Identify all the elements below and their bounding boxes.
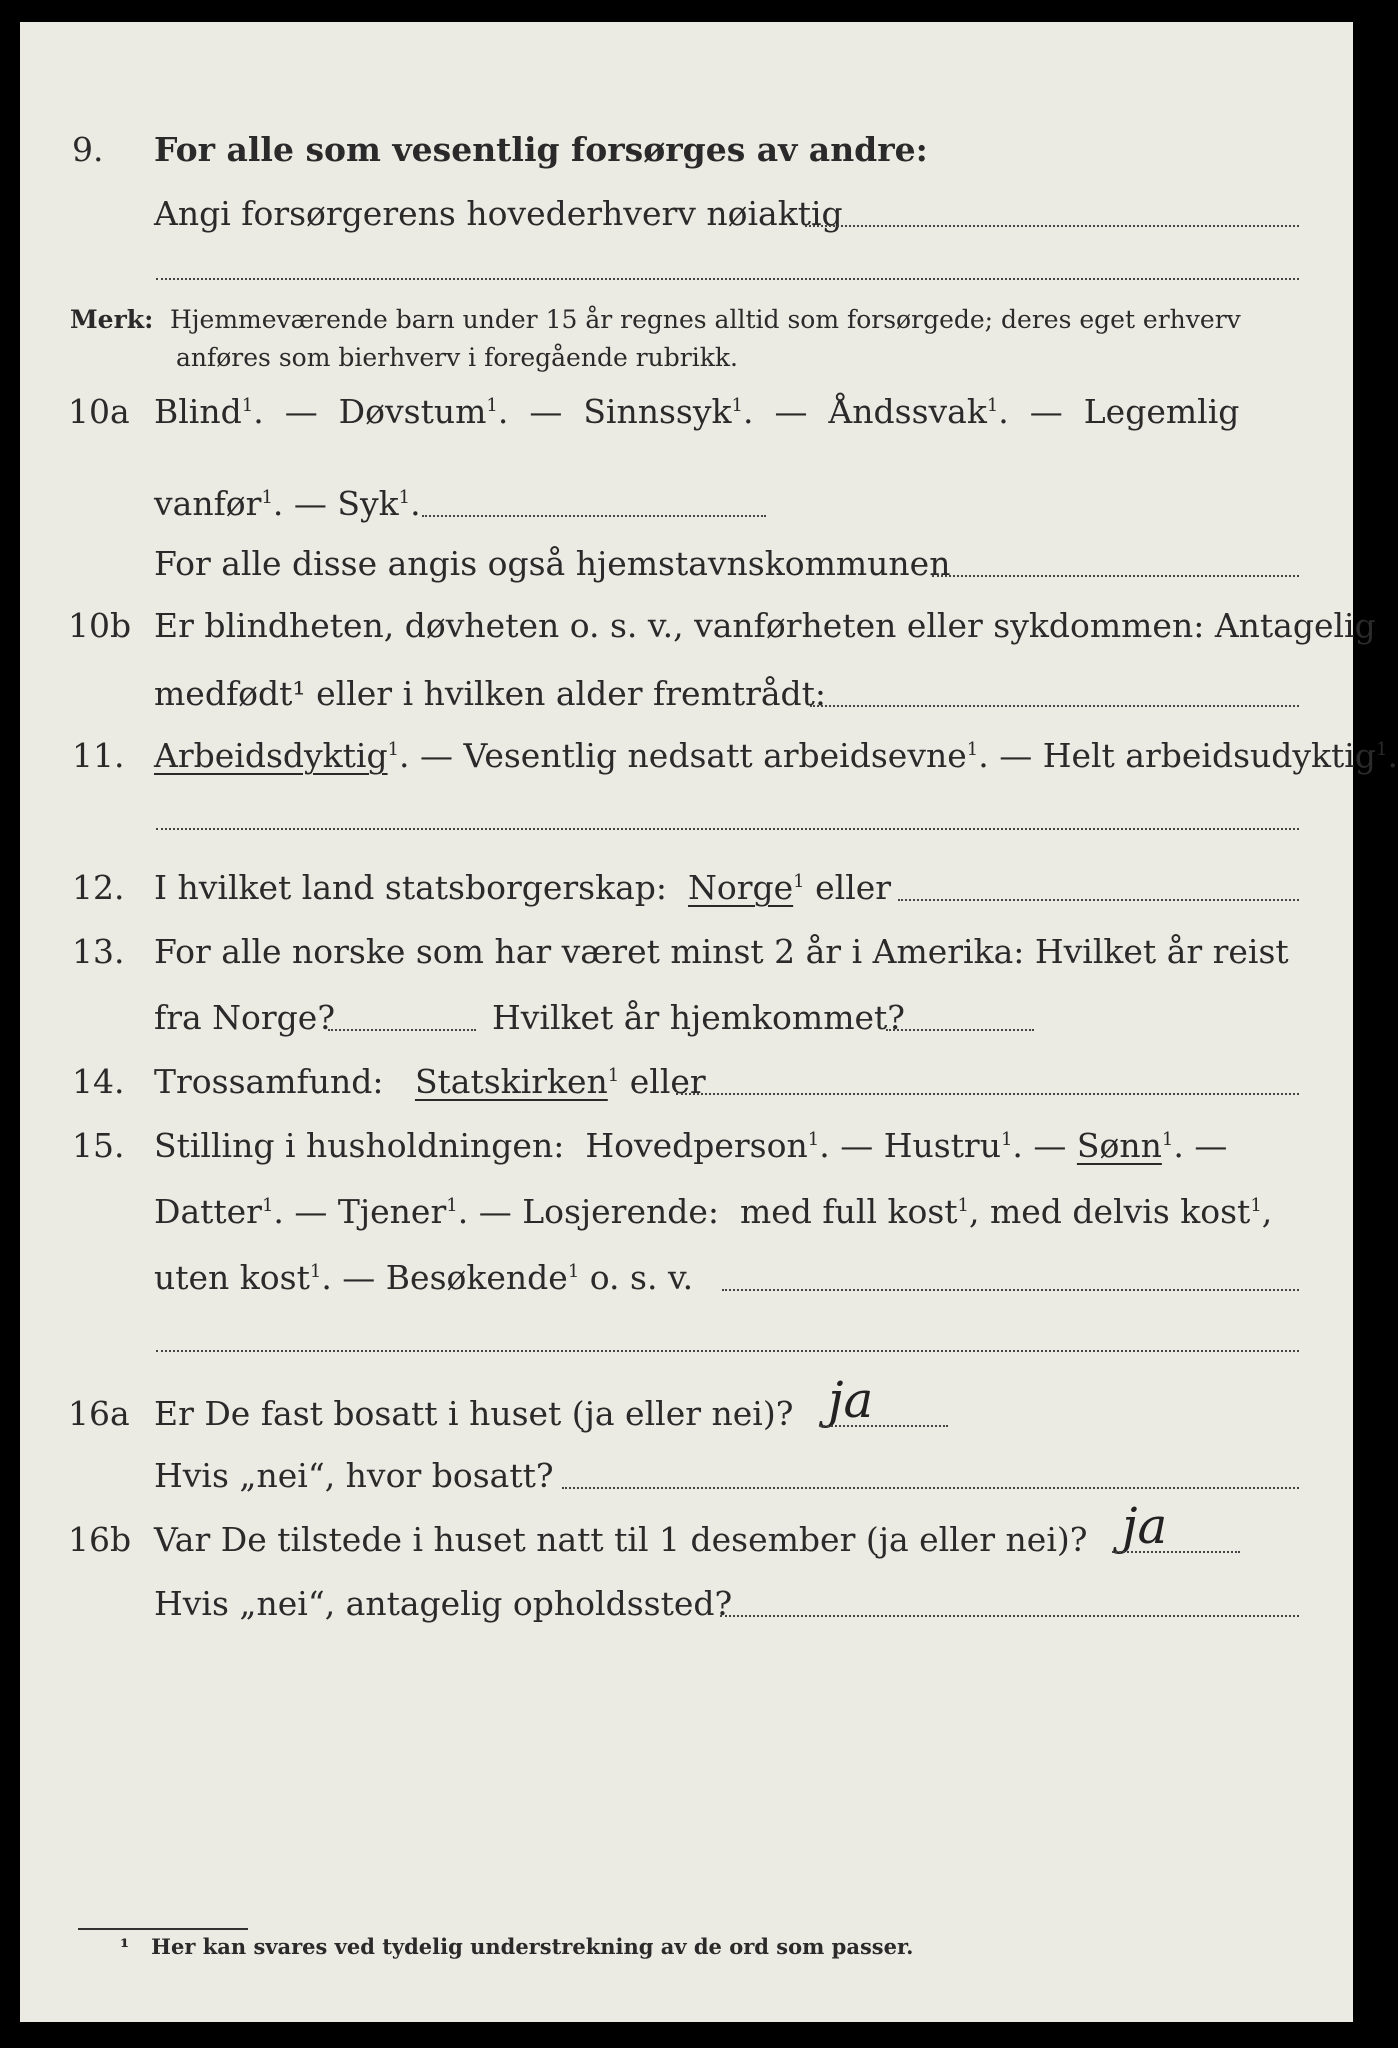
q14-answer-line[interactable] xyxy=(676,1093,1299,1095)
q14-text xyxy=(154,1062,706,1102)
q16b-handwritten-answer[interactable]: ja xyxy=(1122,1497,1168,1555)
sup-mark: 1 xyxy=(398,487,411,508)
opt-dovstum[interactable]: Døvstum xyxy=(338,392,487,431)
q10b-number: 10b xyxy=(68,606,132,645)
q16a-number: 16a xyxy=(68,1394,130,1433)
opt-nedsatt[interactable]: Vesentlig nedsatt arbeidsevne xyxy=(463,736,967,775)
dash: — xyxy=(1194,1126,1228,1165)
q16b-prompt: Var De tilstede i huset natt til 1 desember (ja eller nei)? xyxy=(154,1520,1088,1559)
q15-answer-line-2[interactable] xyxy=(156,1350,1299,1352)
q15-options3: uten kost$^1$. — Besøkende$^1$ o. s. v. xyxy=(154,1258,694,1297)
q15-options1: Stilling i husholdningen: Hovedperson$^1$. — Hustru$^1$. — Sønn$^1$. — xyxy=(154,1126,1228,1165)
q12-answer-line[interactable] xyxy=(898,899,1299,901)
q10b-line2: medfødt¹ eller i hvilken alder fremtrådt: xyxy=(154,674,827,713)
sup-mark: 1 xyxy=(1375,739,1388,760)
dash: — xyxy=(294,1192,328,1231)
q11-options: Arbeidsdyktig$^1$. — Vesentlig nedsatt arbeidsevne$^1$. — Helt arbeidsudyktig$^1$. xyxy=(154,736,1398,775)
sup-mark: 1 xyxy=(261,1195,274,1216)
q15-prompt: Stilling i husholdningen: xyxy=(154,1126,565,1165)
sup-mark: 1 xyxy=(486,395,498,416)
footnote xyxy=(120,1934,913,1959)
dash: — xyxy=(1029,392,1063,431)
q9-number: 9. xyxy=(72,130,104,169)
sup-mark: 1 xyxy=(567,1261,580,1282)
merk-line1: Hjemmeværende barn under 15 år regnes alltid som forsørgede; deres eget erhverv xyxy=(170,305,1241,334)
q10a-hjemstavn-prompt: For alle disse angis også hjemstavnskommunen xyxy=(154,544,951,583)
sup-mark: 1 xyxy=(446,1195,458,1216)
q10b-answer-line[interactable] xyxy=(810,705,1299,707)
q16a-prompt: Er De fast bosatt i huset (ja eller nei)? xyxy=(154,1394,794,1433)
dash: — xyxy=(529,392,563,431)
q10a-options2: vanfør$^1$. — Syk$^1$. xyxy=(154,484,421,523)
opt-fullkost[interactable]: med full kost xyxy=(739,1192,958,1231)
merk-line2: anføres som bierhverv i foregående rubrikk. xyxy=(176,343,738,372)
footnote-mark: ¹ xyxy=(120,1934,130,1959)
sup-mark: 1 xyxy=(241,395,254,416)
opt-sonn[interactable]: Sønn xyxy=(1076,1126,1162,1165)
q13-line1: For alle norske som har været minst 2 år i Amerika: Hvilket år reist xyxy=(154,932,1289,971)
sup-mark: 1 xyxy=(387,739,400,760)
q15-answer-line[interactable] xyxy=(722,1289,1299,1291)
opt-legemlig[interactable]: Legemlig xyxy=(1083,392,1240,431)
q10a-answer-line[interactable] xyxy=(422,515,766,517)
dash: — xyxy=(284,392,318,431)
opt-vanfor[interactable]: vanfør xyxy=(154,484,262,523)
q16b-number: 16b xyxy=(68,1520,132,1559)
sup-mark: 1 xyxy=(1250,1195,1262,1216)
dash: — xyxy=(420,736,454,775)
opt-blind[interactable]: Blind xyxy=(154,392,242,431)
q15-osv: o. s. v. xyxy=(589,1258,694,1297)
opt-sinnssyk[interactable]: Sinnssyk xyxy=(583,392,732,431)
q11-answer-line[interactable] xyxy=(156,828,1299,830)
q16b-answer-line[interactable] xyxy=(1112,1551,1240,1553)
q12-prompt: I hvilket land statsborgerskap: xyxy=(154,868,668,907)
q12-eller: eller xyxy=(815,868,892,907)
q13-reist-line[interactable] xyxy=(328,1029,476,1031)
dash: — xyxy=(293,484,327,523)
q13-hjemkommet-prompt: Hvilket år hjemkommet? xyxy=(492,998,905,1037)
opt-arbeidsdyktig[interactable]: Arbeidsdyktig xyxy=(154,736,388,775)
merk-label: Merk: xyxy=(70,305,154,334)
dash: — xyxy=(1033,1126,1067,1165)
q14-prompt: Trossamfund: xyxy=(154,1062,384,1101)
q15-number: 15. xyxy=(72,1126,125,1165)
opt-besokende[interactable]: Besøkende xyxy=(385,1258,568,1297)
dash: — xyxy=(999,736,1033,775)
q13-hjemkommet-line[interactable] xyxy=(886,1029,1034,1031)
q12-number: 12. xyxy=(72,868,125,907)
q11-number: 11. xyxy=(72,736,125,775)
q16a-answer-line[interactable] xyxy=(820,1425,948,1427)
opt-delvis[interactable]: med delvis kost xyxy=(989,1192,1251,1231)
q10a-number: 10a xyxy=(68,392,130,431)
q10a-options: Blind$^1$. — Døvstum$^1$. — Sinnssyk$^1$. — Åndssvak$^1$. — Legemlig xyxy=(154,392,1240,431)
sup-mark: 1 xyxy=(731,395,743,416)
q16b-opholdssted-prompt: Hvis „nei“, antagelig opholdssted? xyxy=(154,1584,733,1623)
sup-mark: 1 xyxy=(986,395,999,416)
q9-heading: For alle som vesentlig forsørges av andre: xyxy=(154,130,928,169)
opt-hustru[interactable]: Hustru xyxy=(883,1126,1001,1165)
q15-options2: Datter$^1$. — Tjener$^1$. — Losjerende: med full kost$^1$, med delvis kost$^1$, xyxy=(154,1192,1273,1231)
opt-datter[interactable]: Datter xyxy=(154,1192,262,1231)
q9-answer-line-2[interactable] xyxy=(156,278,1299,280)
q13-reist-prompt: fra Norge? xyxy=(154,998,336,1037)
q16a-handwritten-answer[interactable]: ja xyxy=(828,1371,874,1429)
q9-prompt: Angi forsørgerens hovederhverv nøiaktig xyxy=(154,194,843,233)
dash: — xyxy=(774,392,808,431)
q16b-opholdssted-line[interactable] xyxy=(720,1615,1299,1617)
sup-mark: 1 xyxy=(309,1261,322,1282)
sup-mark: 1 xyxy=(1000,1129,1013,1150)
opt-syk[interactable]: Syk xyxy=(337,484,399,523)
opt-udyktig[interactable]: Helt arbeidsudyktig xyxy=(1042,736,1376,775)
q12-text xyxy=(154,868,891,908)
sup-mark: 1 xyxy=(966,739,979,760)
footnote-text: Her kan svares ved tydelig understrekning av de ord som passer. xyxy=(151,1934,914,1959)
opt-tjener[interactable]: Tjener xyxy=(337,1192,447,1231)
q16a-bosatt-prompt: Hvis „nei“, hvor bosatt? xyxy=(154,1456,554,1495)
opt-utenkost[interactable]: uten kost xyxy=(154,1258,310,1297)
opt-hovedperson[interactable]: Hovedperson xyxy=(585,1126,808,1165)
opt-statskirken[interactable]: Statskirken xyxy=(414,1062,608,1101)
q13-number: 13. xyxy=(72,932,125,971)
dash: — xyxy=(478,1192,512,1231)
q10a-hjemstavn-line[interactable] xyxy=(932,575,1299,577)
sup-mark: 1 xyxy=(807,1129,820,1150)
sup-mark: 1 xyxy=(607,1065,620,1086)
sup-mark: 1 xyxy=(793,871,805,892)
q9-answer-line[interactable] xyxy=(805,225,1299,227)
sup-mark: 1 xyxy=(1161,1129,1174,1150)
q10b-line1: Er blindheten, døvheten o. s. v., vanførheten eller sykdommen: Antagelig xyxy=(154,606,1376,645)
sup-mark: 1 xyxy=(957,1195,969,1216)
opt-losjerende[interactable]: Losjerende: xyxy=(522,1192,719,1231)
q14-eller: eller xyxy=(629,1062,706,1101)
opt-norge[interactable]: Norge xyxy=(688,868,794,907)
dash: — xyxy=(840,1126,874,1165)
q16a-bosatt-line[interactable] xyxy=(562,1487,1299,1489)
sup-mark: 1 xyxy=(261,487,273,508)
q14-number: 14. xyxy=(72,1062,125,1101)
census-form-page xyxy=(20,22,1398,2022)
dash: — xyxy=(342,1258,376,1297)
footnote-rule xyxy=(78,1928,248,1930)
opt-andssvak[interactable]: Åndssvak xyxy=(828,392,987,431)
